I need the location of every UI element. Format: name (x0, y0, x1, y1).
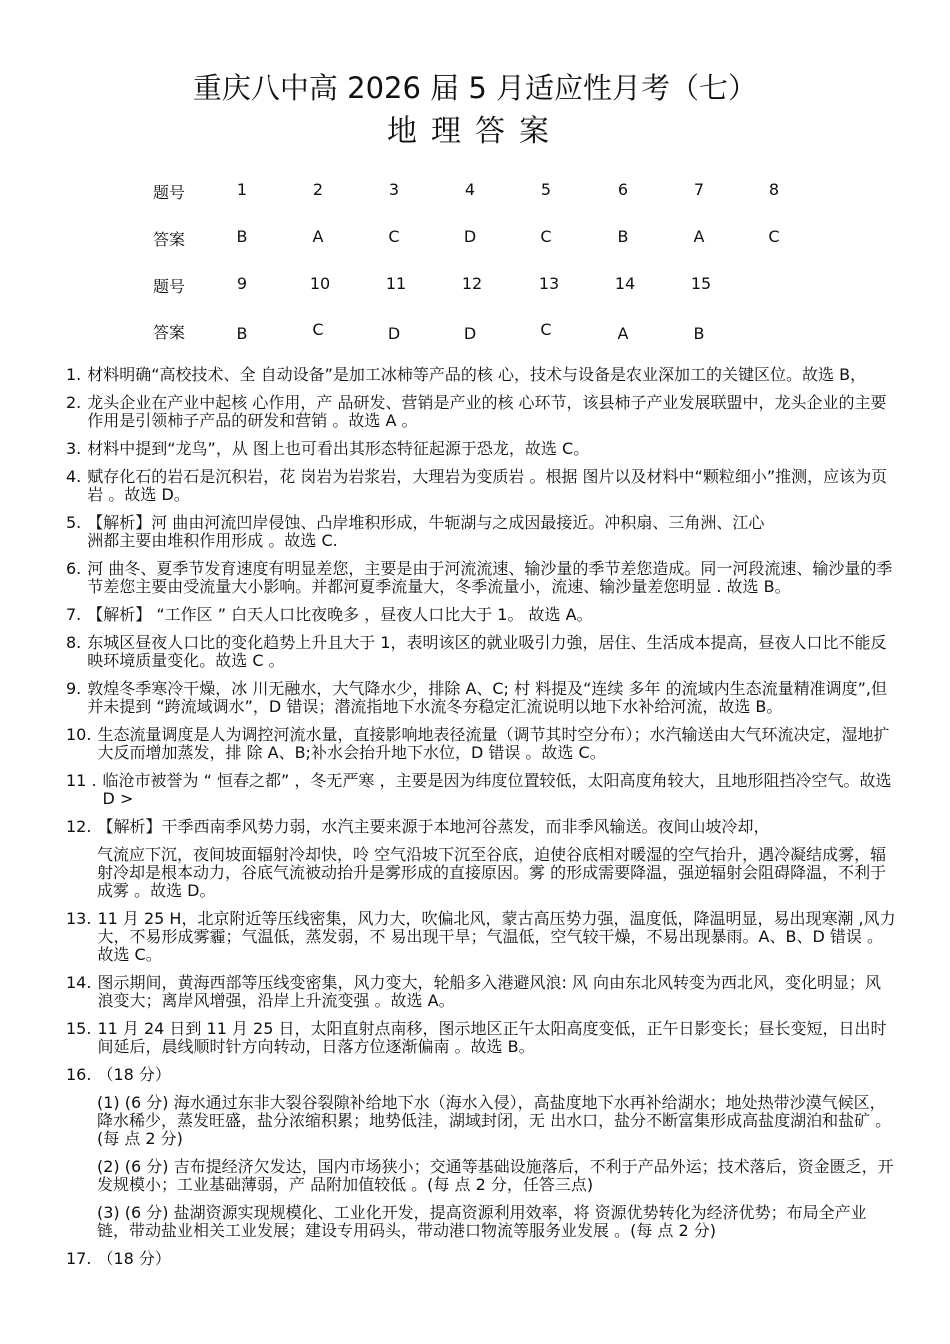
question-number: 9 (236, 274, 248, 293)
item-text: 赋存化石的岩石是沉积岩，花 岗岩为岩浆岩，大理岩为变质岩 。根据 图片以及材料中“颗粒细小”推测，应该为页岩 。故选 D。 (87, 467, 888, 504)
item-text: 生态流量调度是人为调控河流水量，直接影响地表径流量（调节其时空分布）；水汽输送由大气环流决定，湿地扩大反而增加蒸发，排 除 A、B;补水会抬升地下水位，D 错误 。故选 C。 (97, 725, 890, 762)
item-number: 12. (66, 817, 92, 836)
answer-table-row (0, 227, 950, 257)
explanation-item (66, 366, 896, 384)
item-number: 15. (66, 1019, 92, 1038)
question-number: 5 (540, 180, 552, 199)
question-number: 10 (309, 274, 331, 293)
q16-part-1: (1) (6 分) 海水通过东非大裂谷裂隙补给地下水（海水入侵），高盐度地下水再补给湖水；地处热带沙漠气候区，降水稀少，蒸发旺盛，盐分浓缩积累；地势低洼，湖域封闭，无 出水口，盐分不断富集形成高盐度湖泊和盐矿 。(每 点 2 分) (97, 1093, 892, 1148)
item-text: 材料中提到“龙鸟”，从 图上也可看出其形态特征起源于恐龙，故选 C。 (87, 439, 590, 458)
answer-value: B (236, 227, 248, 246)
explanation-item (66, 910, 896, 964)
item-text: 东城区昼夜人口比的变化趋势上升且大于 1，表明该区的就业吸引力強，居住、生活成本提高，昼夜人口比不能反映环境质量变化。故选 C 。 (87, 633, 887, 670)
item-number: 7. (66, 605, 82, 624)
question-number: 6 (617, 180, 629, 199)
item-number: 3. (66, 439, 82, 458)
explanation-item (66, 726, 896, 762)
explanation-item (66, 1020, 896, 1056)
explanation-item (66, 818, 896, 836)
item-text: 图示期间，黄海西部等压线变密集，风力变大，轮船多入港避风浪: 风 向由东北风转变为西北风，变化明显；风浪变大；离岸风增强，沿岸上升流变强 。故选 A。 (97, 973, 882, 1010)
item-number: 11 . (66, 771, 97, 790)
item-number: 2. (66, 393, 82, 412)
item-number: 4. (66, 467, 82, 486)
answer-value: B (236, 324, 248, 343)
question-number: 13 (538, 274, 560, 293)
question-number: 3 (388, 180, 400, 199)
item-number: 17. (66, 1249, 92, 1268)
explanation-item (66, 680, 896, 716)
page-title: 重庆八中高 2026 届 5 月适应性月考（七） (192, 71, 758, 105)
explanation-item (66, 1066, 896, 1084)
explanation-item (66, 468, 896, 504)
item-number: 1. (66, 365, 82, 384)
item-text: 【解析】干季西南季风势力弱，水汽主要来源于本地河谷蒸发，而非季风输送。夜间山坡冷却， (97, 817, 770, 836)
item-number: 8. (66, 633, 82, 652)
row-label: 题号 (153, 277, 186, 296)
answer-value: C (540, 320, 552, 339)
item-text: （18 分） (97, 1065, 171, 1084)
answer-value: A (617, 324, 629, 343)
item-number: 5. (66, 513, 82, 532)
item-text: 【解析】河 曲由河流凹岸侵蚀、凸岸堆积形成，牛轭湖与之成因最接近。冲积扇、三角洲、江心洲都主要由堆积作用形成 。故选 C. (87, 513, 765, 550)
item-number: 9. (66, 679, 82, 698)
explanation-item (66, 606, 896, 624)
answer-table (0, 170, 950, 360)
answer-value: D (463, 324, 477, 343)
item-text: 11 月 25 H，北京附近等压线密集，风力大，吹偏北风，蒙古高压势力强，温度低，降温明显，易出现寒潮 ,风力大，不易形成雾霾；气温低，蒸发弱，不 易出现干旱；气温低，空气较干燥，不易出现暴雨。A、B、D 错误 。故选 C。 (97, 909, 896, 964)
question-number: 15 (690, 274, 712, 293)
question-number: 4 (464, 180, 476, 199)
item-number: 6. (66, 559, 82, 578)
item-12-continued: 气流应下沉，夜间坡面辐射冷却快，呤 空气沿坡下沉至谷底，迫使谷底相对暖湿的空气抬升，遇冷凝结成雾，辐射冷却是根本动力，谷底气流被动抬升是雾形成的直接原因。雾 的形成需要降温，强逆辐射会阻碍降温，不利于成雾 。故选 D。 (97, 845, 887, 900)
explanation-item (66, 974, 896, 1010)
answer-table-row (0, 274, 950, 304)
explanation-item (66, 634, 896, 670)
answer-value: C (768, 227, 780, 246)
question-number: 8 (768, 180, 780, 199)
q16-part-2: (2) (6 分) 吉布提经济欠发达，国内市场狭小；交通等基础设施落后，不利于产品外运；技术落后，资金匮乏，开 发规模小；工业基础薄弱，产 品附加值较低 。(每 点 2 分，任答三点) (97, 1157, 894, 1194)
row-label: 题号 (153, 183, 186, 202)
question-number: 7 (693, 180, 705, 199)
question-number: 11 (385, 274, 407, 293)
answer-value: C (388, 227, 400, 246)
item-number: 10. (66, 725, 92, 744)
explanation-item (66, 394, 896, 430)
answer-table-row (0, 180, 950, 210)
question-number: 2 (312, 180, 324, 199)
explanation-item (66, 440, 896, 458)
item-text: 河 曲冬、夏季节发育速度有明显差您，主要是由于河流流速、输沙量的季节差您造成。同一河段流速、输沙量的季节差您主要由受流量大小影响。并都河夏季流量大，冬季流量小，流速、输沙量差您明显 . 故选 B。 (87, 559, 893, 596)
q16-part-3: (3) (6 分) 盐湖资源实现规模化、工业化开发，提高资源利用效率，将 资源优势转化为经济优势；布局全产业链，带动盐业相关工业发展；建设专用码头，带动港口物流等服务业发展 。(每 点 2 分) (97, 1203, 867, 1240)
item-text: 【解析】 “工作区 ” 白天人口比夜晚多 ，昼夜人口比大于 1。 故选 A。 (87, 605, 593, 624)
row-label: 答案 (153, 230, 186, 249)
item-number: 16. (66, 1065, 92, 1084)
answer-value: D (387, 324, 401, 343)
explanation-item (66, 514, 896, 550)
item-text: （18 分） (97, 1249, 171, 1268)
item-text: 材料明确“高校技术、全 自动设备”是加工冰柿等产品的核 心，技术与设备是农业深加工的关键区位。故选 B， (87, 365, 867, 384)
answer-value: B (693, 324, 705, 343)
question-number: 1 (236, 180, 248, 199)
question-number: 12 (461, 274, 483, 293)
explanation-item (66, 772, 896, 808)
answer-value: C (540, 227, 552, 246)
item-text: 敦煌冬季寒冷干燥，冰 川无融水，大气降水少，排除 A、C; 村 料提及“连续 多年 的流域内生态流量精准调度”,但并未提到 “跨流域调水”，D 错误；潜流指地下水流冬夯稳定汇流说明以地下水补给河流，故选 B。 (87, 679, 887, 716)
item-text: 龙头企业在产业中起核 心作用，产 品研发、营销是产业的核 心环节，该县柿子产业发展联盟中，龙头企业的主要作用是引领柿子产品的研发和营销 。故选 A 。 (87, 393, 887, 430)
question-number: 14 (614, 274, 636, 293)
item-text: 11 月 24 日到 11 月 25 日，太阳直射点南移，图示地区正午太阳高度变低，正午日影变长；昼长变短，日出时间延后，晨线顺时针方向转动，日落方位逐渐偏南 。故选 B。 (97, 1019, 887, 1056)
item-number: 14. (66, 973, 92, 992)
answer-explanations (66, 366, 896, 1268)
item-text: 临沧市被誉为 “ 恒春之都” ，冬无严寒 ，主要是因为纬度位置较低，太阳高度角较大，且地形阻挡冷空气。故选 D > (102, 771, 892, 808)
row-label: 答案 (153, 323, 186, 342)
page-subtitle: 地理答案 (387, 114, 563, 149)
answer-value: B (617, 227, 629, 246)
explanation-item (66, 560, 896, 596)
answer-value: A (693, 227, 705, 246)
answer-value: A (312, 227, 324, 246)
explanation-item (66, 1250, 896, 1268)
answer-value: D (463, 227, 477, 246)
answer-value: C (312, 320, 324, 339)
item-number: 13. (66, 909, 92, 928)
answer-table-row (0, 320, 950, 350)
